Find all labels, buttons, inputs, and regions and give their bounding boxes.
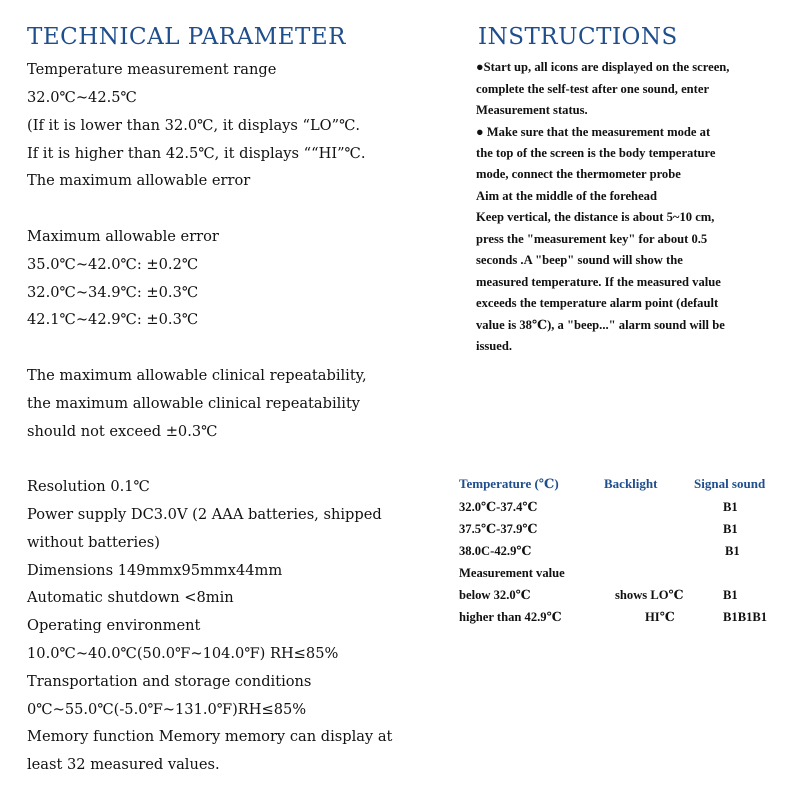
instruction-line: mode, connect the thermometer probe [476, 167, 681, 181]
table-cell-backlight: HI℃ [645, 610, 675, 624]
tech-line: 10.0℃~40.0℃(50.0℉~104.0℉) RH≤85% [27, 645, 339, 662]
table-header-temperature: Temperature (℃) [459, 476, 559, 491]
tech-line: The maximum allowable clinical repeatability, [27, 367, 367, 384]
instruction-line: complete the self-test after one sound, enter [476, 82, 710, 96]
tech-line: 35.0℃~42.0℃: ±0.2℃ [27, 256, 199, 273]
instruction-line: Keep vertical, the distance is about 5~10 cm, [476, 210, 715, 224]
table-cell-temperature: 37.5℃-37.9℃ [459, 522, 538, 536]
tech-line: should not exceed ±0.3℃ [27, 423, 218, 440]
instruction-line: issued. [476, 339, 513, 353]
instruction-line: press the "measurement key" for about 0.5 [476, 232, 708, 246]
table-cell-sound: B1 [723, 522, 738, 536]
tech-line: Maximum allowable error [27, 228, 219, 245]
tech-line: Operating environment [27, 617, 201, 634]
instruction-line: seconds .A "beep" sound will show the [476, 253, 683, 267]
instructions-heading: INSTRUCTIONS [478, 24, 678, 50]
table-cell-temperature: below 32.0℃ [459, 588, 531, 602]
instruction-line: Measurement status. [476, 103, 588, 117]
table-cell-backlight: shows LO℃ [615, 588, 684, 602]
instruction-line: value is 38℃), a "beep..." alarm sound will be [476, 318, 725, 332]
table-header-backlight: Backlight [604, 476, 658, 491]
table-cell-sound: B1 [723, 500, 738, 514]
instruction-line: Aim at the middle of the forehead [476, 189, 657, 203]
tech-line: Resolution 0.1℃ [27, 478, 150, 495]
tech-line: Temperature measurement range [27, 61, 277, 78]
tech-line: Transportation and storage conditions [27, 673, 312, 690]
instruction-line: ●Start up, all icons are displayed on the screen, [476, 60, 730, 74]
technical-parameter-heading: TECHNICAL PARAMETER [27, 24, 346, 50]
tech-line: Automatic shutdown <8min [27, 589, 234, 606]
table-cell-sound: B1B1B1 [723, 610, 768, 624]
tech-line: without batteries) [27, 534, 160, 551]
tech-line: 32.0℃~42.5℃ [27, 89, 137, 106]
instruction-line: the top of the screen is the body temperature [476, 146, 716, 160]
tech-line: least 32 measured values. [27, 756, 220, 773]
tech-line: 42.1℃~42.9℃: ±0.3℃ [27, 311, 199, 328]
tech-line: the maximum allowable clinical repeatability [27, 395, 361, 412]
instruction-line: ● Make sure that the measurement mode at [476, 125, 711, 139]
table-cell-temperature: 32.0℃-37.4℃ [459, 500, 538, 514]
table-header-signal-sound: Signal sound [694, 476, 766, 491]
instruction-line: exceeds the temperature alarm point (default [476, 296, 719, 310]
table-cell-temperature: Measurement value [459, 566, 565, 580]
tech-line: Dimensions 149mmx95mmx44mm [27, 562, 283, 579]
tech-line: Memory function Memory memory can display at [27, 728, 393, 745]
tech-line: If it is higher than 42.5℃, it displays ““HI”℃. [27, 145, 366, 162]
tech-line: Power supply DC3.0V (2 AAA batteries, shipped [27, 506, 382, 523]
table-cell-sound: B1 [723, 588, 738, 602]
tech-line: (If it is lower than 32.0℃, it displays “LO”℃. [27, 117, 361, 134]
tech-line: 32.0℃~34.9℃: ±0.3℃ [27, 284, 199, 301]
table-cell-temperature: 38.0C-42.9℃ [459, 544, 532, 558]
table-cell-temperature: higher than 42.9℃ [459, 610, 562, 624]
tech-line: The maximum allowable error [27, 172, 251, 189]
table-cell-sound: B1 [725, 544, 740, 558]
tech-line: 0℃~55.0℃(-5.0℉~131.0℉)RH≤85% [27, 701, 307, 718]
instruction-line: measured temperature. If the measured value [476, 275, 721, 289]
